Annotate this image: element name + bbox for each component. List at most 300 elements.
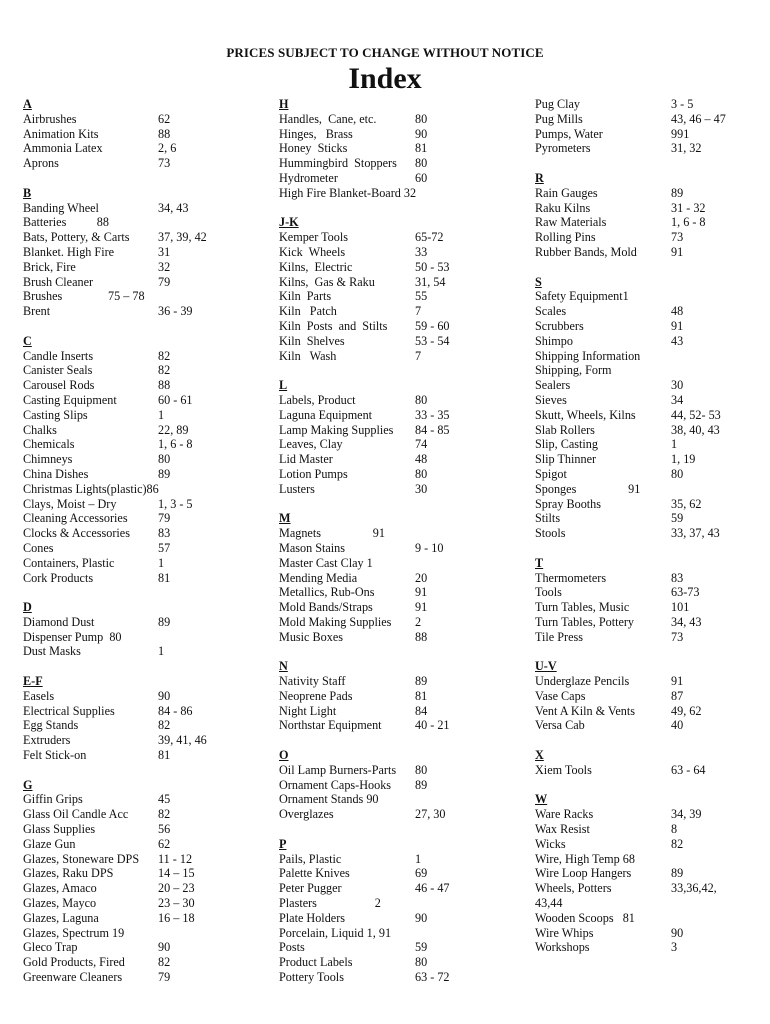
index-entry: [535, 141, 770, 156]
entry-pages: 34, 43: [671, 614, 702, 629]
entry-name: Versa Cab: [535, 718, 585, 733]
index-section: [535, 748, 770, 778]
index-entry: [279, 289, 529, 304]
entry-name: Pug Clay: [535, 97, 581, 111]
entry-name: Felt Stick-on: [23, 748, 87, 763]
entry-name: Stilts: [535, 511, 561, 526]
entry-name: Mason Stains: [279, 540, 346, 555]
entry-name: Glazes, Raku DPS: [23, 866, 114, 881]
entry-name: Scrubbers: [535, 318, 584, 333]
entry-name: Nativity Staff: [279, 674, 346, 689]
index-entry: [535, 304, 770, 319]
entry-pages: 69: [415, 866, 428, 881]
index-entry: [535, 230, 770, 245]
index-entry: [279, 866, 529, 881]
entry-pages: 79: [158, 274, 171, 289]
index-entry: [535, 482, 770, 497]
entry-pages: 89: [671, 866, 684, 881]
section-letter: L: [279, 378, 288, 393]
entry-pages: 30: [415, 481, 428, 496]
entry-name: Wooden Scoops 81: [535, 910, 635, 925]
entry-pages: 36 - 39: [158, 304, 193, 319]
section-letter: A: [23, 97, 32, 111]
entry-name: Pumps, Water: [535, 126, 603, 141]
index-entry: [535, 423, 770, 438]
entry-name: Gold Products, Fired: [23, 955, 125, 970]
index-section: [23, 674, 273, 763]
index-entry: [279, 689, 529, 704]
entry-name: Clocks & Accessories: [23, 526, 130, 541]
entry-name: Vase Caps: [535, 688, 586, 703]
entry-pages: 22, 89: [158, 422, 189, 437]
entry-pages: 91: [671, 318, 684, 333]
entry-pages: 80: [415, 111, 428, 126]
index-section: [535, 171, 770, 260]
index-entry: [23, 141, 273, 156]
page-title: Index: [348, 62, 422, 95]
entry-name: Banding Wheel: [23, 200, 99, 215]
entry-name: Brent: [23, 304, 51, 319]
index-entry: [23, 881, 273, 896]
index-entry: [279, 245, 529, 260]
entry-pages: 79: [158, 970, 171, 985]
entry-pages: 91: [415, 600, 428, 615]
index-entry: [23, 467, 273, 482]
index-section: [535, 792, 770, 955]
entry-pages: 3 - 5: [671, 97, 694, 111]
entry-name: Ornament Caps-Hooks: [279, 777, 392, 792]
index-entry: [535, 127, 770, 142]
entry-name: Christmas Lights(plastic)86: [23, 481, 159, 496]
index-entry: [535, 215, 770, 230]
entry-name: Chalks: [23, 422, 57, 437]
index-entry: [535, 837, 770, 852]
entry-pages: 88: [158, 126, 171, 141]
entry-name: Kick Wheels: [279, 244, 346, 259]
entry-name: Airbrushes: [23, 111, 77, 126]
entry-pages: 82: [158, 718, 171, 733]
entry-pages: 35, 62: [671, 496, 702, 511]
entry-name: Kiln Patch: [279, 304, 337, 319]
entry-pages: 59: [671, 511, 684, 526]
entry-pages: 90: [415, 910, 428, 925]
entry-name: Plate Holders: [279, 910, 346, 925]
index-entry: [23, 526, 273, 541]
entry-name: Ammonia Latex: [23, 141, 103, 156]
index-entry: [535, 289, 770, 304]
index-entry: [279, 349, 529, 364]
entry-name: Xiem Tools: [535, 762, 592, 777]
index-entry: [535, 245, 770, 260]
index-entry: [23, 304, 273, 319]
section-letter: U-V: [535, 659, 557, 674]
entry-name: Kiln Wash: [279, 348, 337, 363]
entry-pages: 55: [415, 289, 428, 304]
entry-pages: 31: [158, 244, 171, 259]
entry-name: Gleco Trap: [23, 940, 78, 955]
entry-pages: 31, 32: [671, 141, 702, 156]
index-entry: [23, 393, 273, 408]
index-column-2: [279, 97, 529, 1000]
index-entry: [535, 896, 770, 911]
entry-name: Plasters 2: [279, 896, 381, 911]
index-section: [535, 556, 770, 645]
index-entry: [23, 896, 273, 911]
index-section: [279, 97, 529, 201]
entry-name: Brushes 75 – 78: [23, 289, 145, 304]
entry-pages: 79: [158, 511, 171, 526]
entry-pages: 82: [158, 807, 171, 822]
entry-name: Sieves: [535, 392, 567, 407]
entry-pages: 9 - 10: [415, 540, 444, 555]
index-entry: [23, 822, 273, 837]
index-entry: [279, 482, 529, 497]
index-entry: [279, 556, 529, 571]
entry-name: Palette Knives: [279, 866, 350, 881]
entry-name: Lamp Making Supplies: [279, 422, 394, 437]
entry-name: Overglazes: [279, 807, 334, 822]
entry-name: Slip, Casting: [535, 437, 598, 452]
entry-pages: 80: [415, 762, 428, 777]
entry-pages: 89: [415, 777, 428, 792]
entry-pages: 33 - 35: [415, 407, 450, 422]
index-entry: [535, 363, 770, 378]
entry-pages: 39, 41, 46: [158, 733, 207, 748]
entry-name: Shimpo: [535, 333, 573, 348]
entry-name: Underglaze Pencils: [535, 674, 630, 689]
entry-pages: 91: [415, 585, 428, 600]
index-section: [279, 215, 529, 363]
entry-name: Slab Rollers: [535, 422, 595, 437]
entry-pages: 83: [158, 526, 171, 541]
entry-pages: 59: [415, 940, 428, 955]
index-section: [23, 334, 273, 586]
index-entry: [535, 526, 770, 541]
index-entry: [279, 763, 529, 778]
entry-name: Glazes, Amaco: [23, 881, 97, 896]
entry-pages: 31, 54: [415, 274, 446, 289]
entry-name: China Dishes: [23, 466, 89, 481]
index-entry: [23, 245, 273, 260]
entry-pages: 48: [671, 304, 684, 319]
entry-name: Tile Press: [535, 629, 583, 644]
entry-pages: 57: [158, 540, 171, 555]
entry-pages: 88: [415, 629, 428, 644]
index-entry: [279, 467, 529, 482]
entry-pages: 80: [671, 466, 684, 481]
entry-pages: 88: [158, 378, 171, 393]
index-entry: [23, 748, 273, 763]
entry-pages: 82: [158, 348, 171, 363]
entry-name: Dispenser Pump 80: [23, 629, 122, 644]
index-entry: [23, 289, 273, 304]
entry-pages: 80: [415, 392, 428, 407]
entry-name: Kilns, Gas & Raku: [279, 274, 375, 289]
entry-pages: 34, 43: [158, 200, 189, 215]
entry-name: Handles, Cane, etc.: [279, 111, 377, 126]
entry-name: Wire, High Temp 68: [535, 851, 635, 866]
index-entry: [535, 822, 770, 837]
index-entry: [23, 127, 273, 142]
entry-name: Master Cast Clay 1: [279, 555, 373, 570]
index-entry: [535, 201, 770, 216]
entry-name: Hummingbird Stoppers: [279, 156, 397, 171]
index-section: [279, 837, 529, 985]
index-entry: [535, 674, 770, 689]
entry-name: Mold Making Supplies: [279, 614, 392, 629]
index-entry: [23, 260, 273, 275]
entry-name: Rain Gauges: [535, 185, 598, 200]
index-entry: [535, 615, 770, 630]
index-entry: [535, 378, 770, 393]
entry-name: Thermometers: [535, 570, 607, 585]
index-entry: [23, 497, 273, 512]
index-entry: [23, 275, 273, 290]
entry-name: Rubber Bands, Mold: [535, 244, 637, 259]
index-entry: [23, 615, 273, 630]
entry-pages: 73: [671, 629, 684, 644]
section-letter: N: [279, 659, 288, 674]
entry-pages: 50 - 53: [415, 259, 450, 274]
entry-name: Wire Loop Hangers: [535, 866, 632, 881]
index-entry: [535, 852, 770, 867]
entry-name: Wire Whips: [535, 925, 594, 940]
entry-name: Peter Pugger: [279, 881, 342, 896]
entry-name: Easels: [23, 688, 55, 703]
index-entry: [23, 215, 273, 230]
index-entry: [23, 837, 273, 852]
entry-name: Glazes, Mayco: [23, 896, 97, 911]
entry-pages: 83: [671, 570, 684, 585]
entry-pages: 80: [415, 955, 428, 970]
index-entry: [23, 955, 273, 970]
index-entry: [279, 452, 529, 467]
index-entry: [23, 852, 273, 867]
index-entry: [23, 866, 273, 881]
index-entry: [535, 926, 770, 941]
entry-name: Lid Master: [279, 452, 333, 467]
section-letter: G: [23, 777, 33, 792]
index-entry: [23, 571, 273, 586]
entry-pages: 1, 3 - 5: [158, 496, 193, 511]
entry-pages: 33: [415, 244, 428, 259]
entry-name: Batteries 88: [23, 215, 109, 230]
index-entry: [279, 926, 529, 941]
entry-name: Blanket. High Fire: [23, 244, 115, 259]
entry-pages: 91: [671, 244, 684, 259]
entry-pages: 62: [158, 836, 171, 851]
index-entry: [535, 437, 770, 452]
entry-name: Rolling Pins: [535, 230, 596, 245]
entry-pages: 53 - 54: [415, 333, 450, 348]
index-entry: [279, 718, 529, 733]
entry-pages: 40 - 21: [415, 718, 450, 733]
entry-name: Electrical Supplies: [23, 703, 115, 718]
index-entry: [279, 630, 529, 645]
entry-name: Egg Stands: [23, 718, 79, 733]
index-entry: [23, 704, 273, 719]
entry-name: Clays, Moist – Dry: [23, 496, 117, 511]
index-entry: [279, 186, 529, 201]
entry-pages: 45: [158, 792, 171, 807]
entry-name: Diamond Dust: [23, 614, 95, 629]
entry-name: Workshops: [535, 940, 590, 955]
entry-name: Glazes, Laguna: [23, 910, 99, 925]
index-entry: [23, 156, 273, 171]
entry-pages: 8: [671, 822, 678, 837]
entry-name: Shipping Information: [535, 348, 641, 363]
entry-name: Music Boxes: [279, 629, 343, 644]
entry-name: Chemicals: [23, 437, 75, 452]
entry-name: Sealers: [535, 378, 571, 393]
index-entry: [23, 112, 273, 127]
index-entry: [279, 156, 529, 171]
entry-pages: 59 - 60: [415, 318, 450, 333]
entry-name: Tools: [535, 585, 562, 600]
entry-name: Glass Supplies: [23, 822, 96, 837]
entry-pages: 27, 30: [415, 807, 446, 822]
entry-name: Night Light: [279, 703, 337, 718]
entry-name: Product Labels: [279, 955, 353, 970]
section-letter: J-K: [279, 215, 299, 230]
entry-pages: 90: [158, 940, 171, 955]
entry-name: Containers, Plastic: [23, 555, 115, 570]
section-letter: R: [535, 170, 544, 185]
index-entry: [535, 186, 770, 201]
index-entry: [279, 585, 529, 600]
entry-pages: 80: [415, 466, 428, 481]
index-entry: [23, 511, 273, 526]
entry-name: Skutt, Wheels, Kilns: [535, 407, 636, 422]
entry-pages: 7: [415, 348, 422, 363]
index-entry: [23, 940, 273, 955]
section-letter: H: [279, 97, 289, 111]
index-entry: [535, 600, 770, 615]
entry-pages: 63 - 64: [671, 762, 706, 777]
index-section: [535, 97, 770, 156]
entry-pages: 89: [671, 185, 684, 200]
entry-name: Northstar Equipment: [279, 718, 382, 733]
entry-pages: 63-73: [671, 585, 700, 600]
index-entry: [279, 807, 529, 822]
index-entry: [279, 911, 529, 926]
entry-name: Cones: [23, 540, 54, 555]
entry-name: Metallics, Rub-Ons: [279, 585, 375, 600]
index-column-3: [535, 97, 770, 970]
index-section: [535, 275, 770, 541]
index-section: [279, 378, 529, 496]
entry-name: Oil Lamp Burners-Parts: [279, 762, 397, 777]
index-entry: [279, 896, 529, 911]
entry-pages: 84 - 86: [158, 703, 193, 718]
index-entry: [535, 393, 770, 408]
index-entry: [23, 689, 273, 704]
entry-name: Slip Thinner: [535, 452, 597, 467]
index-entry: [23, 201, 273, 216]
index-entry: [279, 615, 529, 630]
entry-name: High Fire Blanket-Board 32: [279, 185, 417, 200]
index-entry: [23, 349, 273, 364]
entry-name: Pails, Plastic: [279, 851, 342, 866]
entry-name: Porcelain, Liquid 1, 91: [279, 925, 392, 940]
section-letter: B: [23, 185, 32, 200]
index-entry: [535, 334, 770, 349]
index-entry: [279, 955, 529, 970]
entry-name: Casting Slips: [23, 407, 88, 422]
entry-name: Pug Mills: [535, 111, 583, 126]
entry-pages: 84: [415, 703, 428, 718]
entry-pages: 23 – 30: [158, 896, 195, 911]
entry-name: Casting Equipment: [23, 392, 117, 407]
index-entry: [23, 452, 273, 467]
entry-name: Kilns, Electric: [279, 259, 353, 274]
index-entry: [279, 881, 529, 896]
index-entry: [279, 437, 529, 452]
index-section: [23, 778, 273, 985]
index-entry: [535, 940, 770, 955]
index-entry: [23, 718, 273, 733]
index-entry: [279, 141, 529, 156]
entry-pages: 89: [415, 674, 428, 689]
entry-name: Raku Kilns: [535, 200, 591, 215]
index-entry: [279, 541, 529, 556]
entry-pages: 30: [671, 378, 684, 393]
entry-pages: 1, 19: [671, 452, 696, 467]
entry-pages: 44, 52- 53: [671, 407, 721, 422]
entry-name: Glaze Gun: [23, 836, 76, 851]
index-entry: [279, 940, 529, 955]
entry-pages: 80: [158, 452, 171, 467]
index-entry: [279, 852, 529, 867]
index-entry: [23, 792, 273, 807]
entry-name: Lotion Pumps: [279, 466, 348, 481]
entry-pages: 1: [158, 407, 165, 422]
entry-name: Glazes, Stoneware DPS: [23, 851, 140, 866]
index-entry: [23, 644, 273, 659]
index-entry: [535, 689, 770, 704]
entry-pages: 90: [415, 126, 428, 141]
entry-pages: 81: [158, 748, 171, 763]
entry-pages: 1: [158, 644, 165, 659]
entry-pages: 14 – 15: [158, 866, 195, 881]
entry-pages: 34, 39: [671, 807, 702, 822]
entry-pages: 1, 6 - 8: [158, 437, 193, 452]
entry-name: Greenware Cleaners: [23, 970, 123, 985]
section-letter: D: [23, 600, 32, 615]
entry-name: Hinges, Brass: [279, 126, 353, 141]
entry-name: Wax Resist: [535, 822, 590, 837]
entry-name: Chimneys: [23, 452, 73, 467]
entry-name: Extruders: [23, 733, 71, 748]
entry-name: Hydrometer: [279, 170, 338, 185]
section-letter: M: [279, 511, 291, 526]
entry-name: Brush Cleaner: [23, 274, 94, 289]
index-entry: [535, 630, 770, 645]
entry-pages: 81: [415, 141, 428, 156]
index-entry: [535, 97, 770, 112]
entry-pages: 31 - 32: [671, 200, 706, 215]
index-entry: [23, 911, 273, 926]
index-entry: [535, 408, 770, 423]
entry-name: Labels, Product: [279, 392, 356, 407]
index-entry: [535, 511, 770, 526]
section-letter: O: [279, 748, 289, 763]
entry-pages: 34: [671, 392, 684, 407]
index-entry: [279, 778, 529, 793]
entry-pages: 11 - 12: [158, 851, 193, 866]
entry-name: Magnets 91: [279, 526, 385, 541]
entry-name: Safety Equipment1: [535, 289, 629, 304]
